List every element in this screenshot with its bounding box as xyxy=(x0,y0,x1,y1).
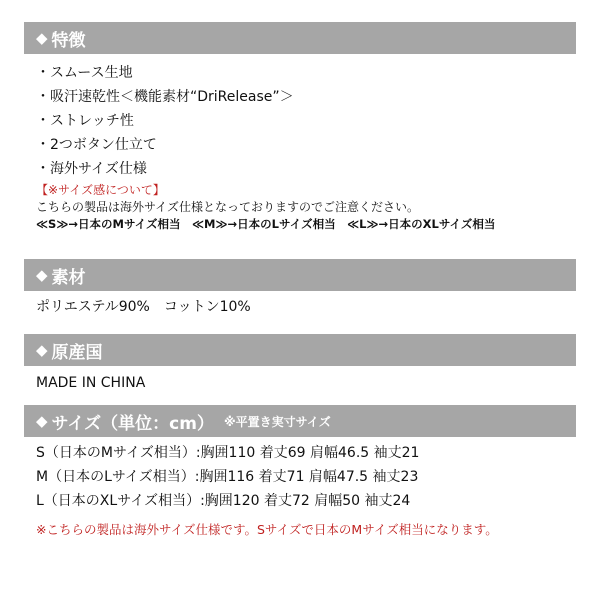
diamond-icon: ◆ xyxy=(36,412,48,430)
section-header-material xyxy=(24,259,576,291)
section-subtitle: ※平置き実寸サイズ xyxy=(223,414,331,429)
size-row-label: L（日本のXLサイズ相当）: xyxy=(36,493,205,509)
size-row xyxy=(36,492,410,510)
size-note-mapping: ≪S≫→日本のMサイズ相当 ≪M≫→日本のLサイズ相当 ≪L≫→日本のXLサイズ相当 xyxy=(36,217,496,231)
size-row-measures: 胸囲110 着丈69 肩幅46.5 袖丈21 xyxy=(200,445,420,461)
section-header-origin xyxy=(24,334,576,366)
origin-value: MADE IN CHINA xyxy=(36,375,146,391)
size-row-label: S（日本のMサイズ相当）: xyxy=(36,445,201,461)
size-note-text: こちらの製品は海外サイズ仕様となっておりますのでご注意ください。 xyxy=(36,200,420,214)
material-value: ポリエステル90% コットン10% xyxy=(36,299,251,315)
diamond-icon: ◆ xyxy=(36,29,48,47)
section-title: 特徴 xyxy=(51,30,86,51)
size-row-measures: 胸囲116 着丈71 肩幅47.5 袖丈23 xyxy=(199,469,419,485)
size-footnote: ※こちらの製品は海外サイズ仕様です。Sサイズで日本のMサイズ相当になります。 xyxy=(36,522,498,537)
feature-item: ・ストレッチ性 xyxy=(36,113,134,129)
size-row xyxy=(36,468,418,486)
section-title: 素材 xyxy=(51,267,86,288)
feature-item: ・海外サイズ仕様 xyxy=(36,161,147,177)
section-header-size xyxy=(24,405,576,437)
feature-item: ・2つボタン仕立て xyxy=(36,137,157,153)
section-header-features xyxy=(24,22,576,54)
size-row-label: M（日本のLサイズ相当）: xyxy=(36,469,200,485)
diamond-icon: ◆ xyxy=(36,266,48,284)
section-title: サイズ（単位：cm） xyxy=(51,413,214,434)
diamond-icon: ◆ xyxy=(36,341,48,359)
section-title: 原産国 xyxy=(51,342,103,363)
size-row xyxy=(36,444,419,462)
size-note-heading: 【※サイズ感について】 xyxy=(36,183,165,197)
size-row-measures: 胸囲120 着丈72 肩幅50 袖丈24 xyxy=(204,493,411,509)
feature-item: ・吸汗速乾性＜機能素材“DriRelease”＞ xyxy=(36,89,294,105)
feature-item: ・スムース生地 xyxy=(36,65,133,81)
